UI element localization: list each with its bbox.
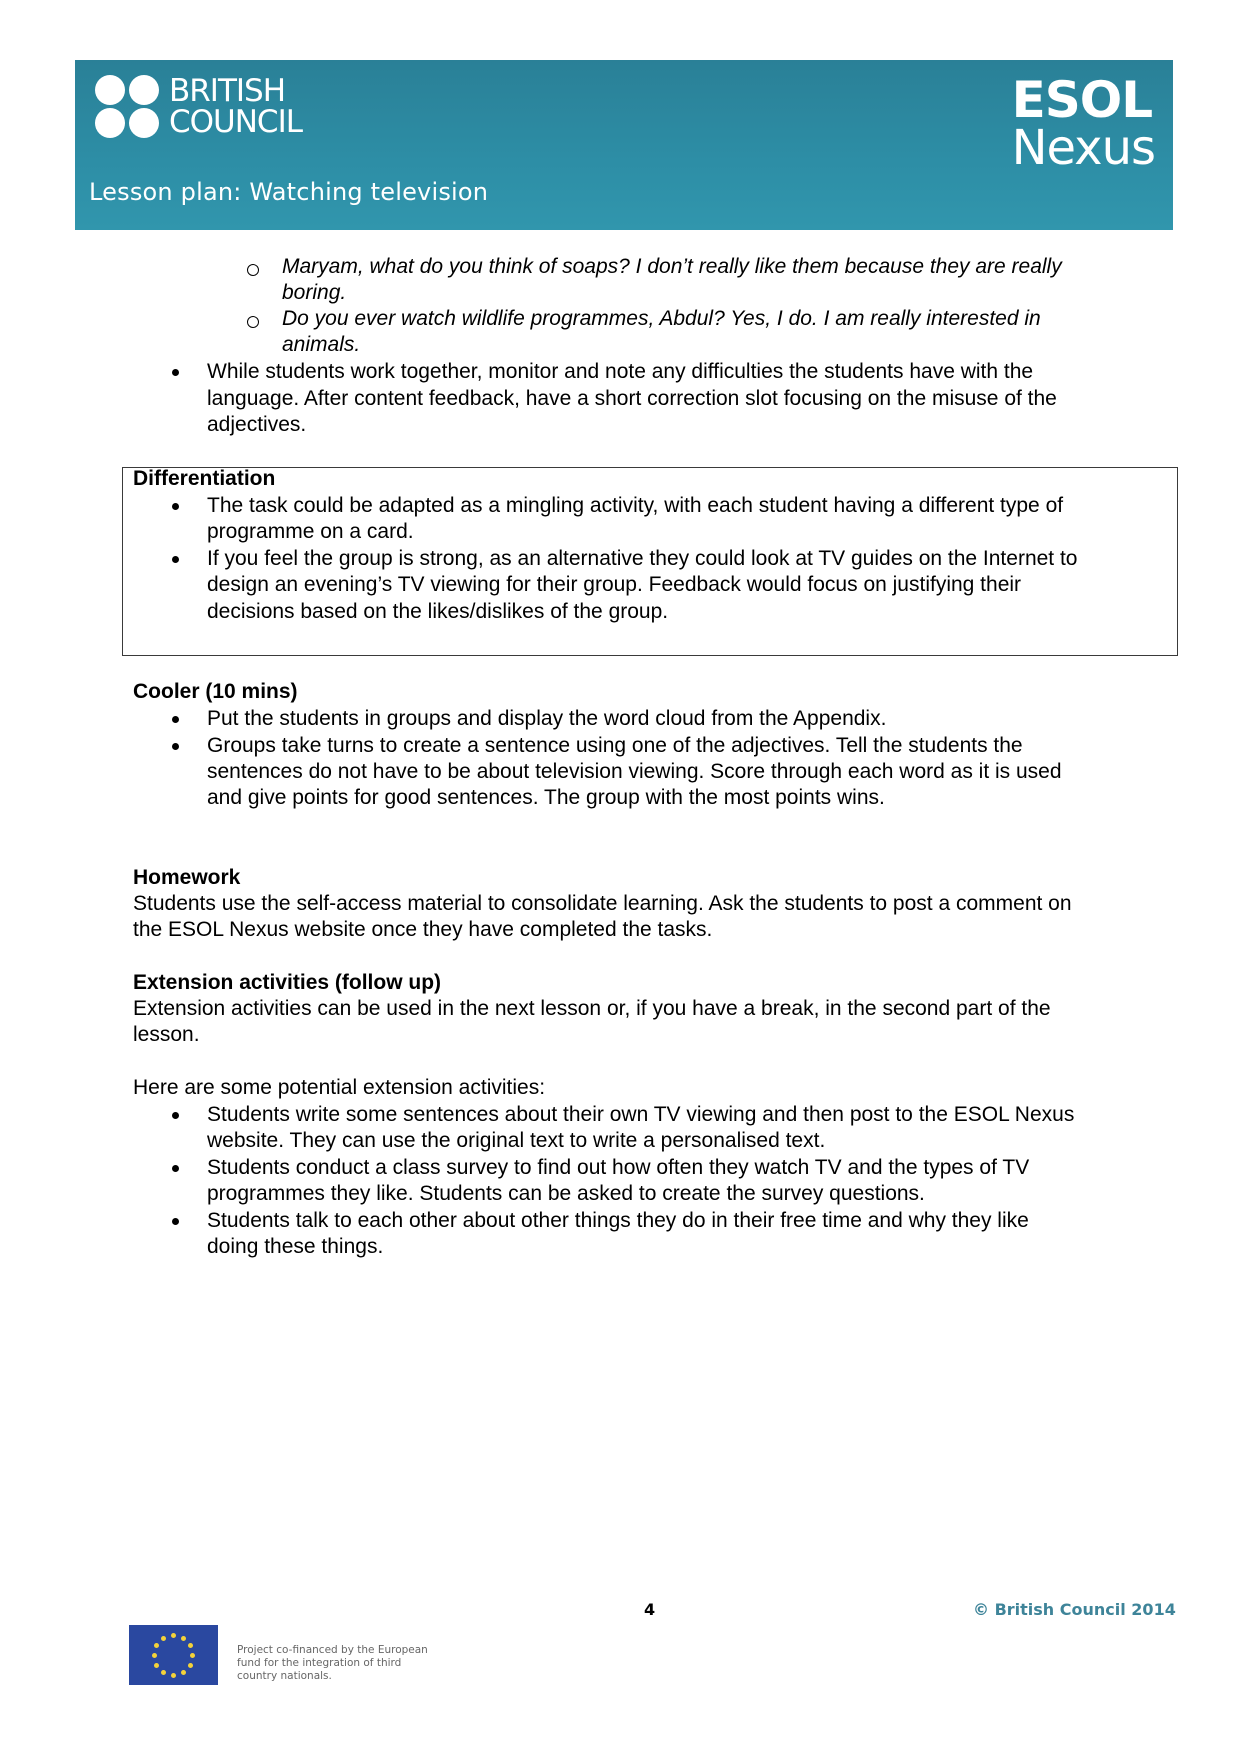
extension-item-line: website. They can use the original text to write a personalised text. [207,1129,826,1152]
differentiation-heading: Differentiation [133,467,276,490]
extension-item-line: doing these things. [207,1235,384,1258]
bullet-icon [172,1112,179,1119]
british-council-dots-icon [95,75,159,138]
cooler-item-line: sentences do not have to be about television viewing. Score through each word as it is used [207,760,1062,783]
eu-funding-statement [237,1644,428,1683]
bullet-icon [172,743,179,750]
bullet-icon [172,369,179,376]
extension-text-line: Extension activities can be used in the next lesson or, if you have a break, in the second part of the [133,997,1051,1020]
cooler-item-line: Groups take turns to create a sentence using one of the adjectives. Tell the students the [207,734,1023,757]
differentiation-item-line: If you feel the group is strong, as an alternative they could look at TV guides on the Internet to [207,547,1078,570]
extension-item-line: programmes they like. Students can be asked to create the survey questions. [207,1182,925,1205]
monitor-instruction-line: language. After content feedback, have a short correction slot focusing on the misuse of the [207,387,1057,410]
monitor-instruction-line: adjectives. [207,413,307,436]
copyright-notice: © British Council 2014 [973,1600,1176,1619]
extension-item-line: Students talk to each other about other things they do in their free time and why they like [207,1209,1029,1232]
nexus-wordmark: Nexus [1011,120,1155,176]
differentiation-item-line: decisions based on the likes/dislikes of the group. [207,600,669,623]
brand-line-1: BRITISH [169,72,286,109]
eu-funding-line: country nationals. [237,1670,332,1682]
page-number: 4 [644,1600,656,1619]
homework-text-line: Students use the self-access material to consolidate learning. Ask the students to post a comment on [133,892,1072,915]
hollow-bullet-icon [247,316,259,328]
extension-intro: Here are some potential extension activities: [133,1076,546,1099]
british-council-logo [95,72,302,140]
cooler-heading: Cooler (10 mins) [133,680,298,703]
example-dialogue-line: Do you ever watch wildlife programmes, Abdul? Yes, I do. I am really interested in [282,307,1041,330]
eu-funding-line: fund for the integration of third [237,1657,402,1669]
extension-item-line: Students write some sentences about their own TV viewing and then post to the ESOL Nexus [207,1103,1075,1126]
differentiation-item-line: design an evening’s TV viewing for their group. Feedback would focus on justifying their [207,573,1022,596]
hollow-bullet-icon [247,264,259,276]
lesson-plan-title: Lesson plan: Watching television [89,178,489,206]
cooler-item-line: Put the students in groups and display the word cloud from the Appendix. [207,707,887,730]
example-dialogue-line: Maryam, what do you think of soaps? I don’t really like them because they are really [282,255,1062,278]
extension-text-line: lesson. [133,1023,200,1046]
differentiation-item-line: The task could be adapted as a mingling activity, with each student having a different type of [207,494,1064,517]
esol-wordmark: ESOL [1011,71,1153,129]
bullet-icon [172,1218,179,1225]
homework-text-line: the ESOL Nexus website once they have completed the tasks. [133,918,713,941]
document-header-banner [75,60,1173,230]
bullet-icon [172,503,179,510]
differentiation-item-line: programme on a card. [207,520,414,543]
monitor-instruction-line: While students work together, monitor and note any difficulties the students have with the [207,360,1034,383]
esol-nexus-logo [1011,71,1155,176]
extension-heading: Extension activities (follow up) [133,971,442,994]
extension-item-line: Students conduct a class survey to find out how often they watch TV and the types of TV [207,1156,1030,1179]
bullet-icon [172,556,179,563]
cooler-item-line: and give points for good sentences. The group with the most points wins. [207,786,885,809]
bullet-icon [172,1165,179,1172]
eu-funding-line: Project co-financed by the European [237,1644,428,1656]
example-dialogue-line: animals. [282,333,361,356]
british-council-wordmark [169,72,302,140]
example-dialogue-line: boring. [282,281,347,304]
bullet-icon [172,716,179,723]
homework-heading: Homework [133,866,241,889]
eu-flag-icon [129,1625,218,1685]
brand-line-2: COUNCIL [169,103,302,140]
